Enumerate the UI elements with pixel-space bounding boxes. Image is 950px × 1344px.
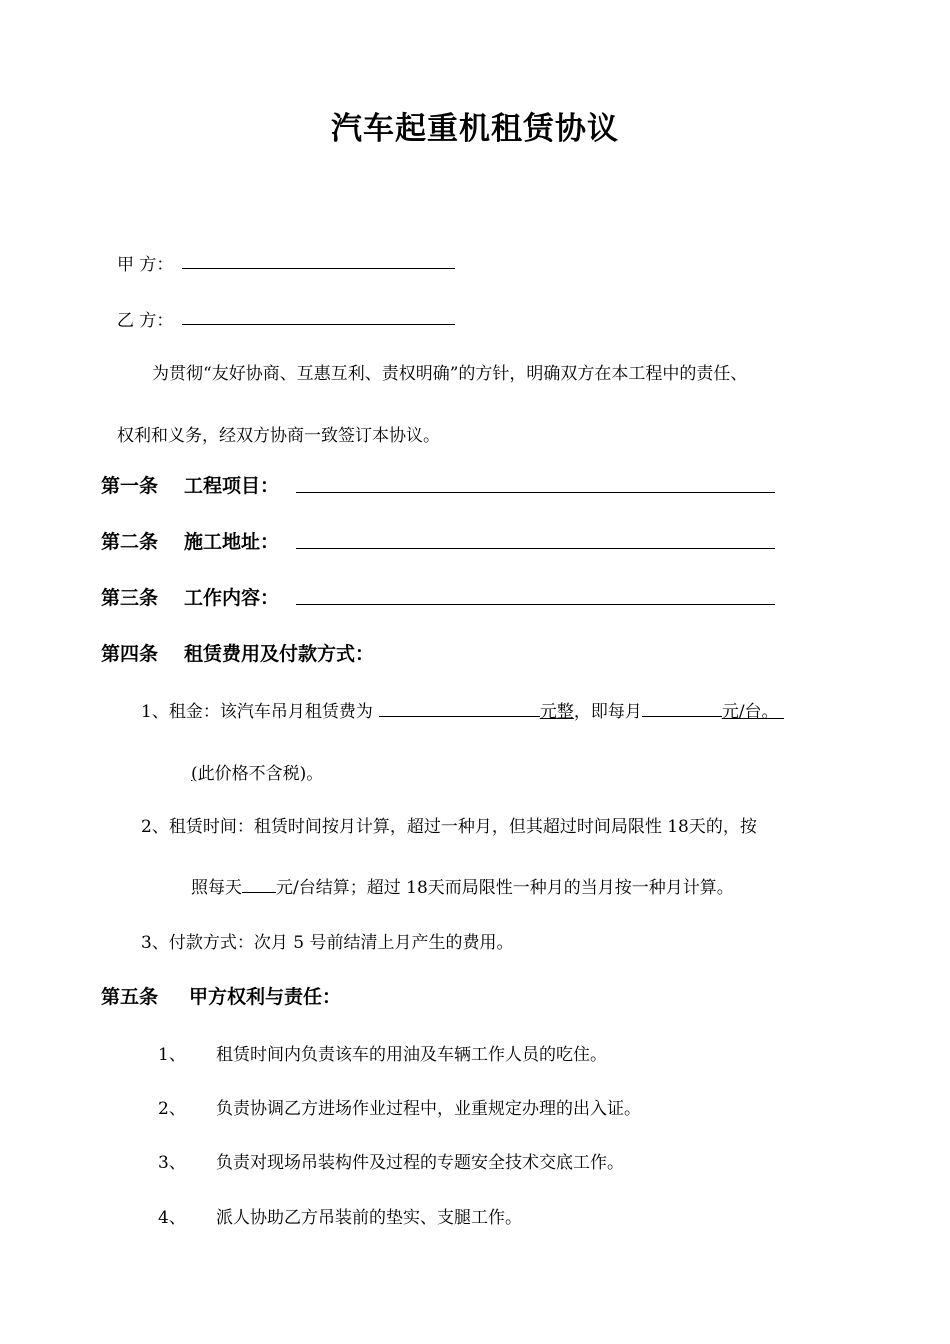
intro-line-2: 权利和义务，经双方协商一致签订本协议。 — [117, 426, 440, 446]
article-5-title: 甲方权利与责任： — [189, 986, 342, 1008]
article-2-number: 第二条 — [101, 531, 159, 553]
article-1-number: 第一条 — [101, 475, 159, 497]
rent-line — [141, 697, 784, 722]
duty-2-number: 2、 — [158, 1099, 186, 1119]
rent-monthly-blank — [379, 698, 540, 717]
rent-unit-1: 元整 — [539, 702, 574, 722]
daily-rate-prefix: 照每天 — [191, 878, 242, 898]
duty-4-number: 4、 — [158, 1208, 186, 1228]
rent-prefix: 1、租金：该汽车吊月租赁费为 — [141, 702, 373, 722]
page-title: 汽车起重机租赁协议 — [331, 111, 619, 147]
party-a-label: 甲 方： — [117, 255, 174, 275]
rent-unit-2: 元/台。 — [721, 702, 779, 722]
rent-time-line-2 — [191, 873, 734, 898]
payment-method: 3、付款方式：次月 5 号前结清上月产生的费用。 — [141, 933, 514, 953]
duty-2-text: 负责协调乙方进场作业过程中，业重规定办理的出入证。 — [216, 1099, 641, 1119]
article-3-number: 第三条 — [101, 587, 159, 609]
duty-1-text: 租赁时间内负责该车的用油及车辆工作人员的吃住。 — [216, 1045, 607, 1065]
article-3-title: 工作内容： — [184, 587, 280, 609]
duty-3-number: 3、 — [158, 1153, 186, 1173]
party-b-label: 乙 方： — [117, 311, 174, 331]
article-1-title: 工程项目： — [184, 475, 280, 497]
tax-note: 此价格不含税)。 — [197, 764, 324, 784]
duty-3-text: 负责对现场吊装构件及过程的专题安全技术交底工作。 — [216, 1153, 624, 1173]
duty-1-number: 1、 — [158, 1045, 186, 1065]
rent-per-month-blank — [642, 698, 722, 717]
article-4-title: 租赁费用及付款方式： — [184, 643, 375, 665]
daily-rate-suffix: 元/台结算；超过 18天而局限性一种月的当月按一种月计算。 — [276, 878, 734, 898]
article-2-blank — [296, 548, 775, 549]
intro-line-1: 为贯彻“友好协商、互惠互利、责权明确”的方针，明确双方在本工程中的责任、 — [152, 364, 748, 384]
rent-mid: ，即每月 — [573, 702, 642, 722]
daily-rate-blank — [242, 874, 276, 893]
article-5-number: 第五条 — [101, 986, 159, 1008]
article-4-number: 第四条 — [101, 643, 159, 665]
article-2-title: 施工地址： — [184, 531, 280, 553]
article-1-blank — [296, 492, 775, 493]
article-3-blank — [296, 604, 775, 605]
rent-time-line-1: 2、租赁时间：租赁时间按月计算，超过一种月，但其超过时间局限性 18天的，按 — [141, 817, 757, 837]
duty-4-text: 派人协助乙方吊装前的垫实、支腿工作。 — [216, 1208, 522, 1228]
party-b-blank — [182, 324, 455, 325]
tax-paren: ( — [191, 764, 198, 784]
tax-note-line — [191, 759, 323, 784]
party-a-blank — [182, 268, 455, 269]
